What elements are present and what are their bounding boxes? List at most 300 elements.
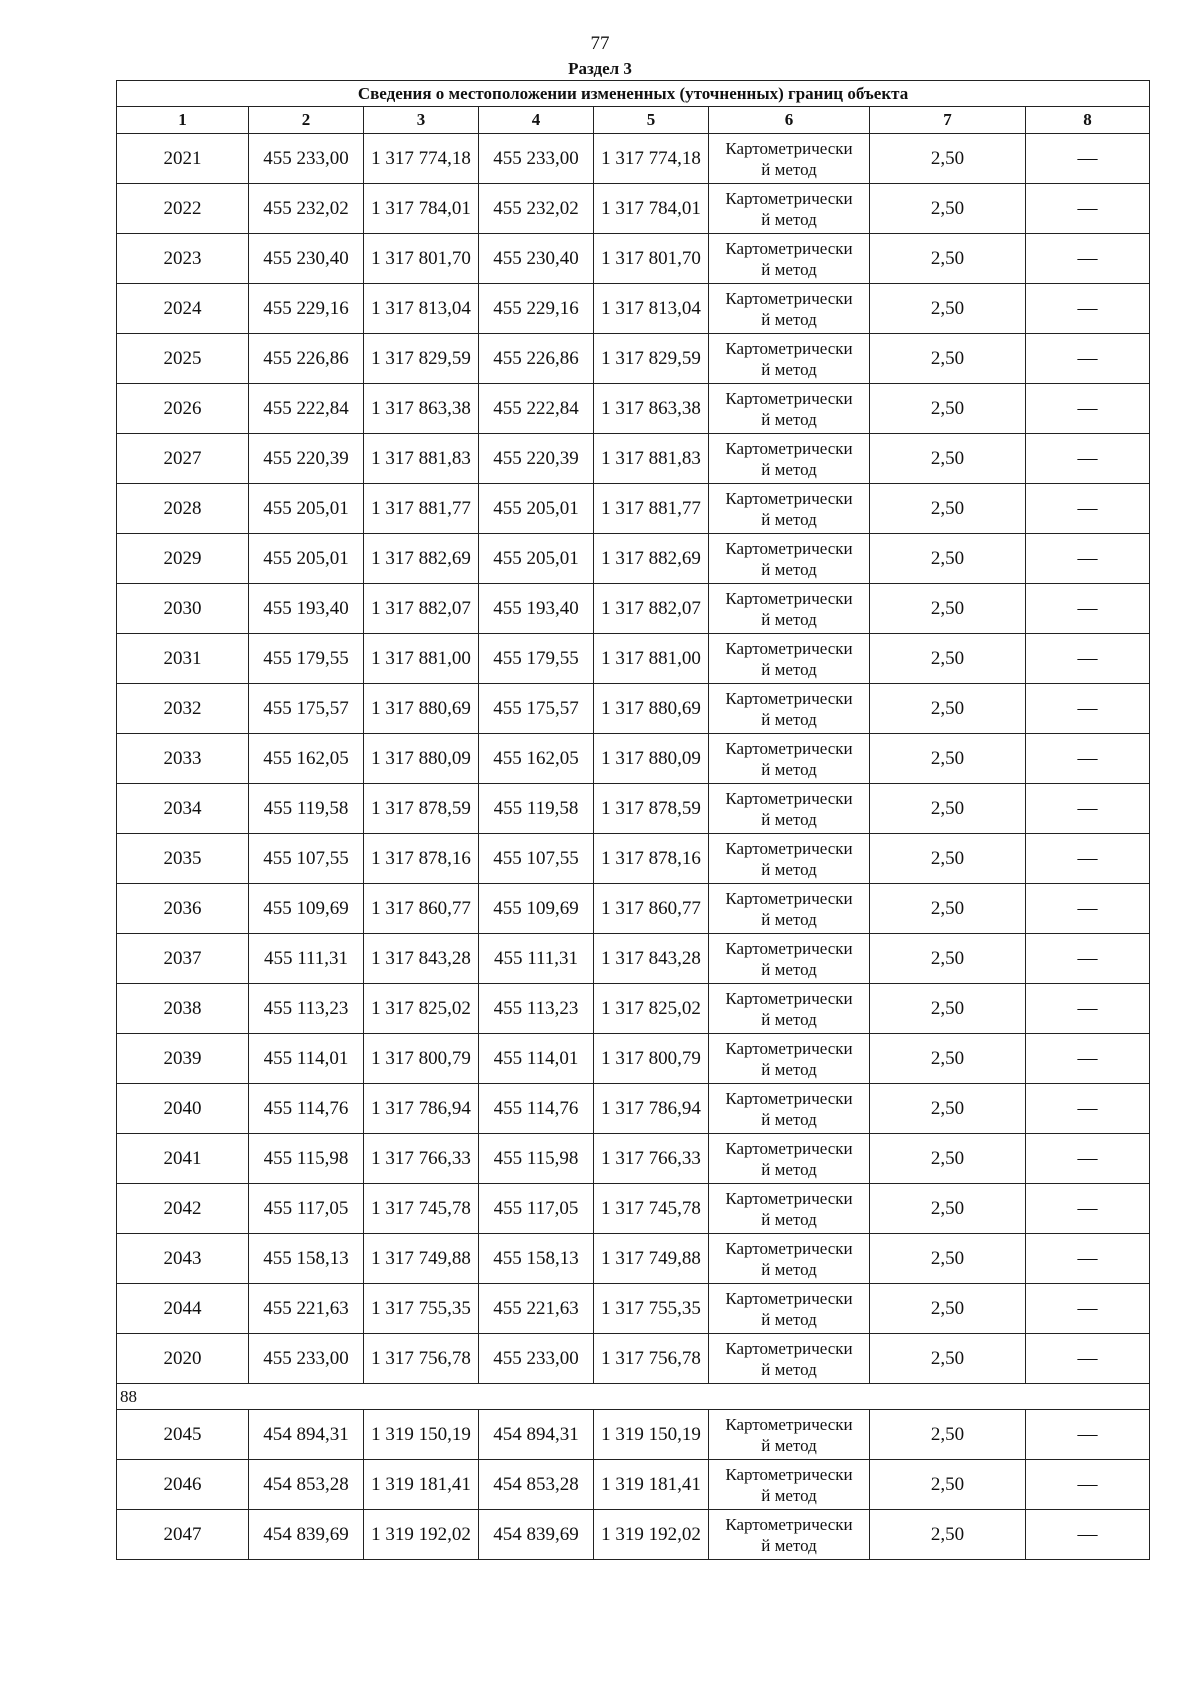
existing-y-cell: 1 317 801,70 — [364, 234, 479, 284]
new-y-cell: 1 317 881,00 — [594, 634, 709, 684]
method-line1: Картометрически — [725, 938, 853, 958]
point-number-cell: 2024 — [117, 284, 249, 334]
new-y-cell: 1 317 755,35 — [594, 1284, 709, 1334]
column-header-1: 1 — [117, 107, 249, 134]
method-cell — [709, 1184, 870, 1234]
table-row — [117, 1084, 1150, 1134]
new-y-cell: 1 317 878,16 — [594, 834, 709, 884]
existing-x-cell: 455 179,55 — [249, 634, 364, 684]
new-x-cell: 455 226,86 — [479, 334, 594, 384]
point-number-cell: 2038 — [117, 984, 249, 1034]
new-x-cell: 455 233,00 — [479, 134, 594, 184]
new-x-cell: 454 839,69 — [479, 1510, 594, 1560]
method-line2: й метод — [761, 859, 817, 879]
new-x-cell: 455 119,58 — [479, 784, 594, 834]
description-cell: — — [1026, 184, 1150, 234]
table-row — [117, 134, 1150, 184]
accuracy-cell: 2,50 — [870, 1234, 1026, 1284]
description-cell: — — [1026, 684, 1150, 734]
method-line2: й метод — [761, 1059, 817, 1079]
accuracy-cell: 2,50 — [870, 584, 1026, 634]
method-line1: Картометрически — [725, 738, 853, 758]
method-line1: Картометрически — [725, 888, 853, 908]
accuracy-cell: 2,50 — [870, 1034, 1026, 1084]
description-cell: — — [1026, 884, 1150, 934]
point-number-cell: 2043 — [117, 1234, 249, 1284]
new-y-cell: 1 317 882,07 — [594, 584, 709, 634]
description-cell: — — [1026, 784, 1150, 834]
method-line2: й метод — [761, 709, 817, 729]
method-line1: Картометрически — [725, 1088, 853, 1108]
method-line2: й метод — [761, 1485, 817, 1505]
new-x-cell: 455 232,02 — [479, 184, 594, 234]
method-cell — [709, 334, 870, 384]
accuracy-cell: 2,50 — [870, 684, 1026, 734]
table-row — [117, 1460, 1150, 1510]
existing-y-cell: 1 317 766,33 — [364, 1134, 479, 1184]
point-number-cell: 2023 — [117, 234, 249, 284]
existing-x-cell: 455 109,69 — [249, 884, 364, 934]
existing-y-cell: 1 317 784,01 — [364, 184, 479, 234]
method-line2: й метод — [761, 409, 817, 429]
method-line1: Картометрически — [725, 638, 853, 658]
point-number-cell: 2041 — [117, 1134, 249, 1184]
accuracy-cell: 2,50 — [870, 1134, 1026, 1184]
table-row — [117, 384, 1150, 434]
method-line2: й метод — [761, 309, 817, 329]
method-cell — [709, 834, 870, 884]
method-line2: й метод — [761, 1109, 817, 1129]
table-row — [117, 1510, 1150, 1560]
table-row — [117, 534, 1150, 584]
existing-y-cell: 1 317 878,59 — [364, 784, 479, 834]
new-y-cell: 1 317 863,38 — [594, 384, 709, 434]
method-cell — [709, 284, 870, 334]
new-x-cell: 455 115,98 — [479, 1134, 594, 1184]
description-cell: — — [1026, 1034, 1150, 1084]
table-row — [117, 934, 1150, 984]
description-cell: — — [1026, 1234, 1150, 1284]
new-y-cell: 1 319 181,41 — [594, 1460, 709, 1510]
existing-x-cell: 455 222,84 — [249, 384, 364, 434]
accuracy-cell: 2,50 — [870, 384, 1026, 434]
method-cell — [709, 434, 870, 484]
existing-x-cell: 455 232,02 — [249, 184, 364, 234]
point-number-cell: 2046 — [117, 1460, 249, 1510]
method-line1: Картометрически — [725, 688, 853, 708]
accuracy-cell: 2,50 — [870, 1334, 1026, 1384]
method-cell — [709, 534, 870, 584]
method-cell — [709, 684, 870, 734]
existing-x-cell: 454 853,28 — [249, 1460, 364, 1510]
method-cell — [709, 584, 870, 634]
method-cell — [709, 1134, 870, 1184]
method-line2: й метод — [761, 259, 817, 279]
description-cell: — — [1026, 1510, 1150, 1560]
new-y-cell: 1 317 801,70 — [594, 234, 709, 284]
description-cell: — — [1026, 484, 1150, 534]
method-line2: й метод — [761, 1159, 817, 1179]
new-y-cell: 1 317 882,69 — [594, 534, 709, 584]
coordinates-table — [116, 80, 1150, 1560]
method-cell — [709, 1284, 870, 1334]
existing-y-cell: 1 317 880,69 — [364, 684, 479, 734]
method-cell — [709, 484, 870, 534]
existing-y-cell: 1 317 863,38 — [364, 384, 479, 434]
method-cell — [709, 1034, 870, 1084]
method-cell — [709, 1510, 870, 1560]
point-number-cell: 2036 — [117, 884, 249, 934]
existing-x-cell: 455 233,00 — [249, 134, 364, 184]
point-number-cell: 2022 — [117, 184, 249, 234]
new-y-cell: 1 317 749,88 — [594, 1234, 709, 1284]
accuracy-cell: 2,50 — [870, 1460, 1026, 1510]
method-line1: Картометрически — [725, 988, 853, 1008]
method-line1: Картометрически — [725, 188, 853, 208]
method-line1: Картометрически — [725, 238, 853, 258]
existing-x-cell: 455 107,55 — [249, 834, 364, 884]
new-y-cell: 1 317 786,94 — [594, 1084, 709, 1134]
description-cell: — — [1026, 284, 1150, 334]
new-x-cell: 455 193,40 — [479, 584, 594, 634]
accuracy-cell: 2,50 — [870, 534, 1026, 584]
accuracy-cell: 2,50 — [870, 1084, 1026, 1134]
accuracy-cell: 2,50 — [870, 834, 1026, 884]
existing-x-cell: 455 162,05 — [249, 734, 364, 784]
existing-x-cell: 455 117,05 — [249, 1184, 364, 1234]
existing-x-cell: 455 115,98 — [249, 1134, 364, 1184]
group-label-row — [117, 1384, 1150, 1410]
method-line1: Картометрически — [725, 338, 853, 358]
section-title: Раздел 3 — [568, 59, 632, 78]
existing-x-cell: 455 226,86 — [249, 334, 364, 384]
existing-x-cell: 455 114,01 — [249, 1034, 364, 1084]
accuracy-cell: 2,50 — [870, 484, 1026, 534]
method-line2: й метод — [761, 959, 817, 979]
existing-y-cell: 1 317 755,35 — [364, 1284, 479, 1334]
existing-x-cell: 455 175,57 — [249, 684, 364, 734]
method-line1: Картометрически — [725, 1038, 853, 1058]
page-number: 77 — [590, 33, 610, 54]
method-cell — [709, 1410, 870, 1460]
existing-y-cell: 1 317 843,28 — [364, 934, 479, 984]
description-cell: — — [1026, 834, 1150, 884]
new-x-cell: 455 221,63 — [479, 1284, 594, 1334]
table-row — [117, 1134, 1150, 1184]
method-line1: Картометрически — [725, 838, 853, 858]
existing-y-cell: 1 317 756,78 — [364, 1334, 479, 1384]
table-row — [117, 334, 1150, 384]
accuracy-cell: 2,50 — [870, 134, 1026, 184]
method-line2: й метод — [761, 459, 817, 479]
existing-y-cell: 1 317 786,94 — [364, 1084, 479, 1134]
existing-y-cell: 1 317 860,77 — [364, 884, 479, 934]
table-row — [117, 1334, 1150, 1384]
description-cell: — — [1026, 134, 1150, 184]
new-x-cell: 455 179,55 — [479, 634, 594, 684]
table-row — [117, 284, 1150, 334]
new-x-cell: 455 175,57 — [479, 684, 594, 734]
method-cell — [709, 134, 870, 184]
method-cell — [709, 234, 870, 284]
existing-y-cell: 1 319 181,41 — [364, 1460, 479, 1510]
new-x-cell: 455 114,76 — [479, 1084, 594, 1134]
new-y-cell: 1 317 774,18 — [594, 134, 709, 184]
new-y-cell: 1 317 800,79 — [594, 1034, 709, 1084]
column-header-3: 3 — [364, 107, 479, 134]
table-row — [117, 1234, 1150, 1284]
accuracy-cell: 2,50 — [870, 1284, 1026, 1334]
method-line2: й метод — [761, 1259, 817, 1279]
method-line1: Картометрически — [725, 488, 853, 508]
table-row — [117, 884, 1150, 934]
description-cell: — — [1026, 1134, 1150, 1184]
table-row — [117, 1284, 1150, 1334]
existing-y-cell: 1 317 881,00 — [364, 634, 479, 684]
method-line2: й метод — [761, 1309, 817, 1329]
existing-x-cell: 455 158,13 — [249, 1234, 364, 1284]
point-number-cell: 2045 — [117, 1410, 249, 1460]
existing-x-cell: 455 114,76 — [249, 1084, 364, 1134]
point-number-cell: 2044 — [117, 1284, 249, 1334]
table-row — [117, 584, 1150, 634]
method-line1: Картометрически — [725, 788, 853, 808]
column-header-2: 2 — [249, 107, 364, 134]
new-y-cell: 1 317 784,01 — [594, 184, 709, 234]
existing-x-cell: 455 113,23 — [249, 984, 364, 1034]
existing-x-cell: 455 229,16 — [249, 284, 364, 334]
new-y-cell: 1 317 880,09 — [594, 734, 709, 784]
point-number-cell: 2020 — [117, 1334, 249, 1384]
new-x-cell: 455 158,13 — [479, 1234, 594, 1284]
existing-y-cell: 1 317 878,16 — [364, 834, 479, 884]
table-row — [117, 184, 1150, 234]
existing-y-cell: 1 317 800,79 — [364, 1034, 479, 1084]
point-number-cell: 2033 — [117, 734, 249, 784]
accuracy-cell: 2,50 — [870, 334, 1026, 384]
method-line2: й метод — [761, 609, 817, 629]
method-line2: й метод — [761, 509, 817, 529]
new-x-cell: 455 229,16 — [479, 284, 594, 334]
new-x-cell: 455 107,55 — [479, 834, 594, 884]
new-x-cell: 455 205,01 — [479, 484, 594, 534]
existing-x-cell: 455 119,58 — [249, 784, 364, 834]
existing-y-cell: 1 317 774,18 — [364, 134, 479, 184]
method-line1: Картометрически — [725, 138, 853, 158]
description-cell: — — [1026, 1460, 1150, 1510]
point-number-cell: 2034 — [117, 784, 249, 834]
point-number-cell: 2035 — [117, 834, 249, 884]
method-line2: й метод — [761, 1209, 817, 1229]
accuracy-cell: 2,50 — [870, 984, 1026, 1034]
table-row — [117, 1034, 1150, 1084]
method-cell — [709, 1334, 870, 1384]
existing-y-cell: 1 319 150,19 — [364, 1410, 479, 1460]
table-row — [117, 634, 1150, 684]
description-cell: — — [1026, 534, 1150, 584]
existing-y-cell: 1 317 829,59 — [364, 334, 479, 384]
new-x-cell: 455 230,40 — [479, 234, 594, 284]
method-line1: Картометрически — [725, 1288, 853, 1308]
group-label: 88 — [117, 1384, 1150, 1410]
method-line2: й метод — [761, 359, 817, 379]
new-y-cell: 1 317 860,77 — [594, 884, 709, 934]
description-cell: — — [1026, 584, 1150, 634]
method-cell — [709, 1234, 870, 1284]
new-y-cell: 1 317 756,78 — [594, 1334, 709, 1384]
method-line1: Картометрически — [725, 1338, 853, 1358]
accuracy-cell: 2,50 — [870, 884, 1026, 934]
new-x-cell: 455 205,01 — [479, 534, 594, 584]
table-row — [117, 1184, 1150, 1234]
method-cell — [709, 984, 870, 1034]
accuracy-cell: 2,50 — [870, 234, 1026, 284]
column-header-8: 8 — [1026, 107, 1150, 134]
point-number-cell: 2027 — [117, 434, 249, 484]
existing-x-cell: 455 205,01 — [249, 534, 364, 584]
table-row — [117, 1410, 1150, 1460]
point-number-cell: 2031 — [117, 634, 249, 684]
existing-x-cell: 455 111,31 — [249, 934, 364, 984]
existing-y-cell: 1 317 881,83 — [364, 434, 479, 484]
new-y-cell: 1 317 813,04 — [594, 284, 709, 334]
method-line1: Картометрически — [725, 1414, 853, 1434]
existing-x-cell: 455 220,39 — [249, 434, 364, 484]
description-cell: — — [1026, 234, 1150, 284]
column-header-5: 5 — [594, 107, 709, 134]
method-line1: Картометрически — [725, 1238, 853, 1258]
column-header-6: 6 — [709, 107, 870, 134]
method-line1: Картометрически — [725, 1138, 853, 1158]
new-x-cell: 455 222,84 — [479, 384, 594, 434]
method-line1: Картометрически — [725, 1464, 853, 1484]
accuracy-cell: 2,50 — [870, 934, 1026, 984]
accuracy-cell: 2,50 — [870, 1410, 1026, 1460]
point-number-cell: 2047 — [117, 1510, 249, 1560]
table-header-row — [117, 107, 1150, 134]
point-number-cell: 2029 — [117, 534, 249, 584]
method-cell — [709, 384, 870, 434]
new-x-cell: 455 114,01 — [479, 1034, 594, 1084]
description-cell: — — [1026, 1084, 1150, 1134]
method-cell — [709, 184, 870, 234]
method-line1: Картометрически — [725, 588, 853, 608]
existing-x-cell: 455 205,01 — [249, 484, 364, 534]
existing-x-cell: 455 230,40 — [249, 234, 364, 284]
method-line2: й метод — [761, 559, 817, 579]
new-x-cell: 455 233,00 — [479, 1334, 594, 1384]
accuracy-cell: 2,50 — [870, 634, 1026, 684]
point-number-cell: 2037 — [117, 934, 249, 984]
existing-y-cell: 1 317 882,07 — [364, 584, 479, 634]
existing-y-cell: 1 317 745,78 — [364, 1184, 479, 1234]
method-cell — [709, 784, 870, 834]
new-y-cell: 1 319 150,19 — [594, 1410, 709, 1460]
method-line1: Картометрически — [725, 538, 853, 558]
table-row — [117, 984, 1150, 1034]
table-row — [117, 484, 1150, 534]
method-cell — [709, 634, 870, 684]
table-row — [117, 784, 1150, 834]
description-cell: — — [1026, 384, 1150, 434]
existing-y-cell: 1 317 880,09 — [364, 734, 479, 784]
new-y-cell: 1 317 881,83 — [594, 434, 709, 484]
description-cell: — — [1026, 934, 1150, 984]
point-number-cell: 2021 — [117, 134, 249, 184]
new-x-cell: 454 894,31 — [479, 1410, 594, 1460]
point-number-cell: 2042 — [117, 1184, 249, 1234]
accuracy-cell: 2,50 — [870, 434, 1026, 484]
method-cell — [709, 1460, 870, 1510]
method-cell — [709, 734, 870, 784]
existing-y-cell: 1 317 882,69 — [364, 534, 479, 584]
method-line2: й метод — [761, 1359, 817, 1379]
new-y-cell: 1 317 878,59 — [594, 784, 709, 834]
table-row — [117, 234, 1150, 284]
existing-y-cell: 1 317 825,02 — [364, 984, 479, 1034]
description-cell: — — [1026, 434, 1150, 484]
description-cell: — — [1026, 984, 1150, 1034]
accuracy-cell: 2,50 — [870, 734, 1026, 784]
table-row — [117, 834, 1150, 884]
method-line2: й метод — [761, 159, 817, 179]
point-number-cell: 2025 — [117, 334, 249, 384]
method-cell — [709, 934, 870, 984]
new-y-cell: 1 317 825,02 — [594, 984, 709, 1034]
method-line2: й метод — [761, 1435, 817, 1455]
description-cell: — — [1026, 1184, 1150, 1234]
method-line1: Картометрически — [725, 388, 853, 408]
description-cell: — — [1026, 334, 1150, 384]
description-cell: — — [1026, 1284, 1150, 1334]
existing-x-cell: 454 894,31 — [249, 1410, 364, 1460]
table-caption: Сведения о местоположении измененных (уточненных) границ объекта — [117, 81, 1150, 107]
column-header-4: 4 — [479, 107, 594, 134]
new-y-cell: 1 317 881,77 — [594, 484, 709, 534]
existing-x-cell: 454 839,69 — [249, 1510, 364, 1560]
description-cell: — — [1026, 734, 1150, 784]
method-cell — [709, 1084, 870, 1134]
existing-y-cell: 1 317 749,88 — [364, 1234, 479, 1284]
new-x-cell: 455 220,39 — [479, 434, 594, 484]
point-number-cell: 2032 — [117, 684, 249, 734]
method-line2: й метод — [761, 659, 817, 679]
table-body — [117, 134, 1150, 1560]
new-y-cell: 1 317 745,78 — [594, 1184, 709, 1234]
existing-y-cell: 1 317 813,04 — [364, 284, 479, 334]
new-y-cell: 1 317 829,59 — [594, 334, 709, 384]
method-line2: й метод — [761, 809, 817, 829]
table-row — [117, 434, 1150, 484]
accuracy-cell: 2,50 — [870, 784, 1026, 834]
table-row — [117, 684, 1150, 734]
new-y-cell: 1 317 766,33 — [594, 1134, 709, 1184]
point-number-cell: 2040 — [117, 1084, 249, 1134]
new-x-cell: 455 113,23 — [479, 984, 594, 1034]
point-number-cell: 2026 — [117, 384, 249, 434]
method-line1: Картометрически — [725, 438, 853, 458]
existing-x-cell: 455 233,00 — [249, 1334, 364, 1384]
method-line2: й метод — [761, 209, 817, 229]
method-line1: Картометрически — [725, 1188, 853, 1208]
method-line2: й метод — [761, 909, 817, 929]
existing-x-cell: 455 221,63 — [249, 1284, 364, 1334]
new-x-cell: 455 111,31 — [479, 934, 594, 984]
column-header-7: 7 — [870, 107, 1026, 134]
existing-y-cell: 1 317 881,77 — [364, 484, 479, 534]
description-cell: — — [1026, 1334, 1150, 1384]
accuracy-cell: 2,50 — [870, 1510, 1026, 1560]
